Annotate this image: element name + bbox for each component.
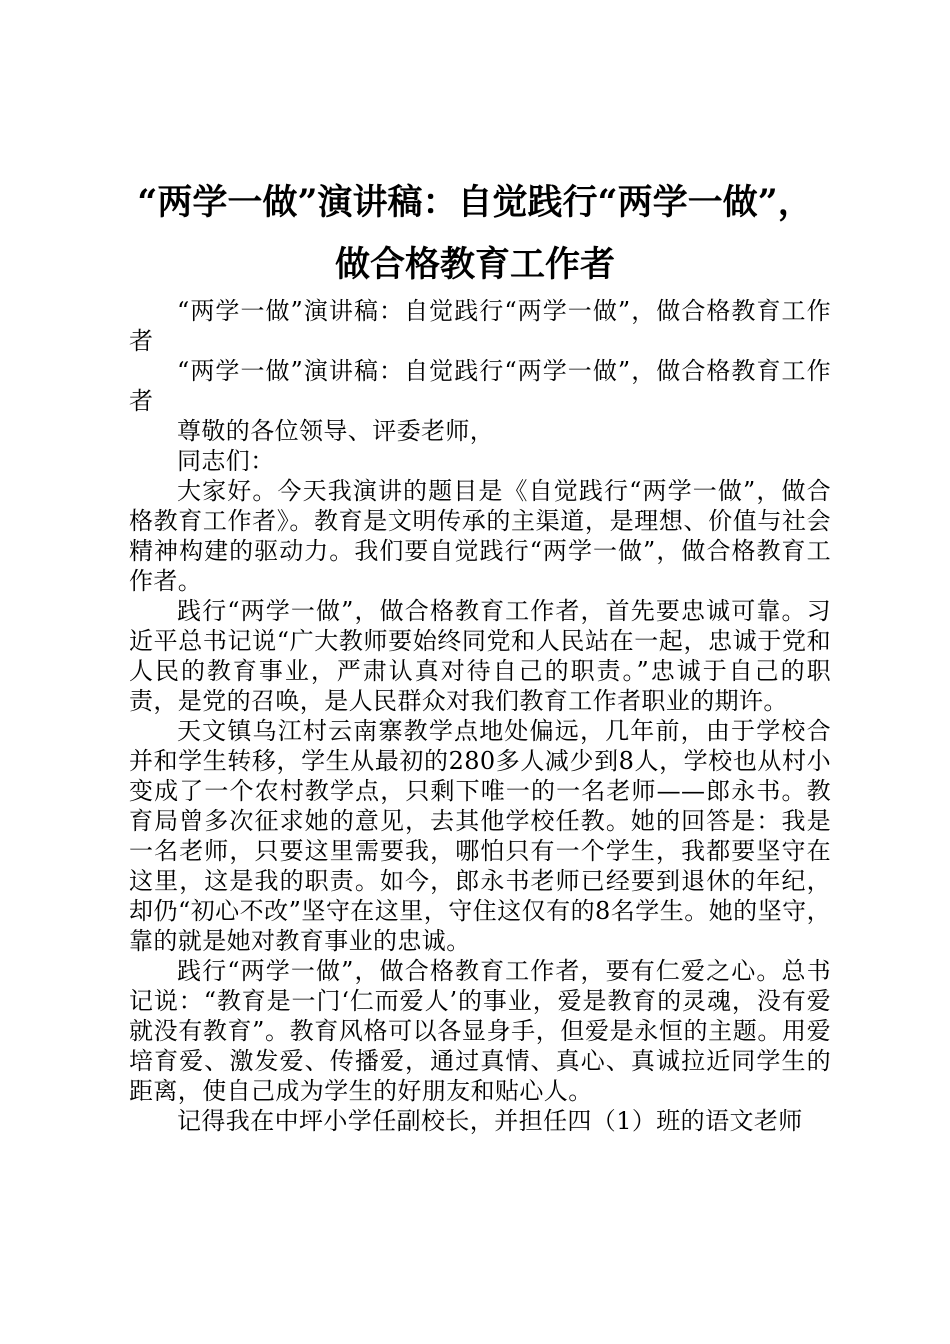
paragraph-example-teacher: 天文镇乌江村云南寨教学点地处偏远，几年前，由于学校合并和学生转移，学生从最初的280多人减少到8人，学校也从村小变成了一个农村教学点，只剩下唯一的一名老师——郎永书。教育局曾多次征求她的意见，去其他学校任教。她的回答是：我是一名老师，只要这里需要我，哪怕只有一个学生，我都要坚守在这里，这是我的职责。如今，郎永书老师已经要到退休的年纪，却仍“初心不改”坚守在这里，守住这仅有的8名学生。她的坚守，靠的就是她对教育事业的忠诚。 [129, 717, 831, 955]
paragraph-benevolence: 践行“两学一做”，做合格教育工作者，要有仁爱之心。总书记说：“教育是一门‘仁而爱人’的事业，爱是教育的灵魂，没有爱就没有教育”。教育风格可以各显身手，但爱是永恒的主题。用爱培育爱、激发爱、传播爱，通过真情、真心、真诚拉近同学生的距离，使自己成为学生的好朋友和贴心人。 [129, 957, 831, 1105]
title-line-1: “两学一做”演讲稿：自觉践行“两学一做”， [137, 182, 813, 223]
document-body [129, 296, 831, 1136]
paragraph-introduction: 大家好。今天我演讲的题目是《自觉践行“两学一做”，做合格教育工作者》。教育是文明传承的主渠道，是理想、价值与社会精神构建的驱动力。我们要自觉践行“两学一做”，做合格教育工作者。 [129, 477, 831, 595]
paragraph-greeting: 同志们： [177, 447, 275, 475]
paragraph-recollection: 记得我在中坪小学任副校长，并担任四（1）班的语文老师 [177, 1107, 803, 1135]
paragraph-repeated-title-2: “两学一做”演讲稿：自觉践行“两学一做”，做合格教育工作者 [129, 357, 831, 415]
paragraph-repeated-title-1: “两学一做”演讲稿：自觉践行“两学一做”，做合格教育工作者 [129, 297, 831, 355]
paragraph-salutation: 尊敬的各位领导、评委老师， [177, 417, 495, 445]
document-title [100, 172, 850, 296]
paragraph-loyalty: 践行“两学一做”，做合格教育工作者，首先要忠诚可靠。习近平总书记说“广大教师要始终同党和人民站在一起，忠诚于党和人民的教育事业，严肃认真对待自己的职责。”忠诚于自己的职责，是党的召唤，是人民群众对我们教育工作者职业的期许。 [129, 597, 831, 715]
title-line-2: 做合格教育工作者 [334, 244, 615, 285]
